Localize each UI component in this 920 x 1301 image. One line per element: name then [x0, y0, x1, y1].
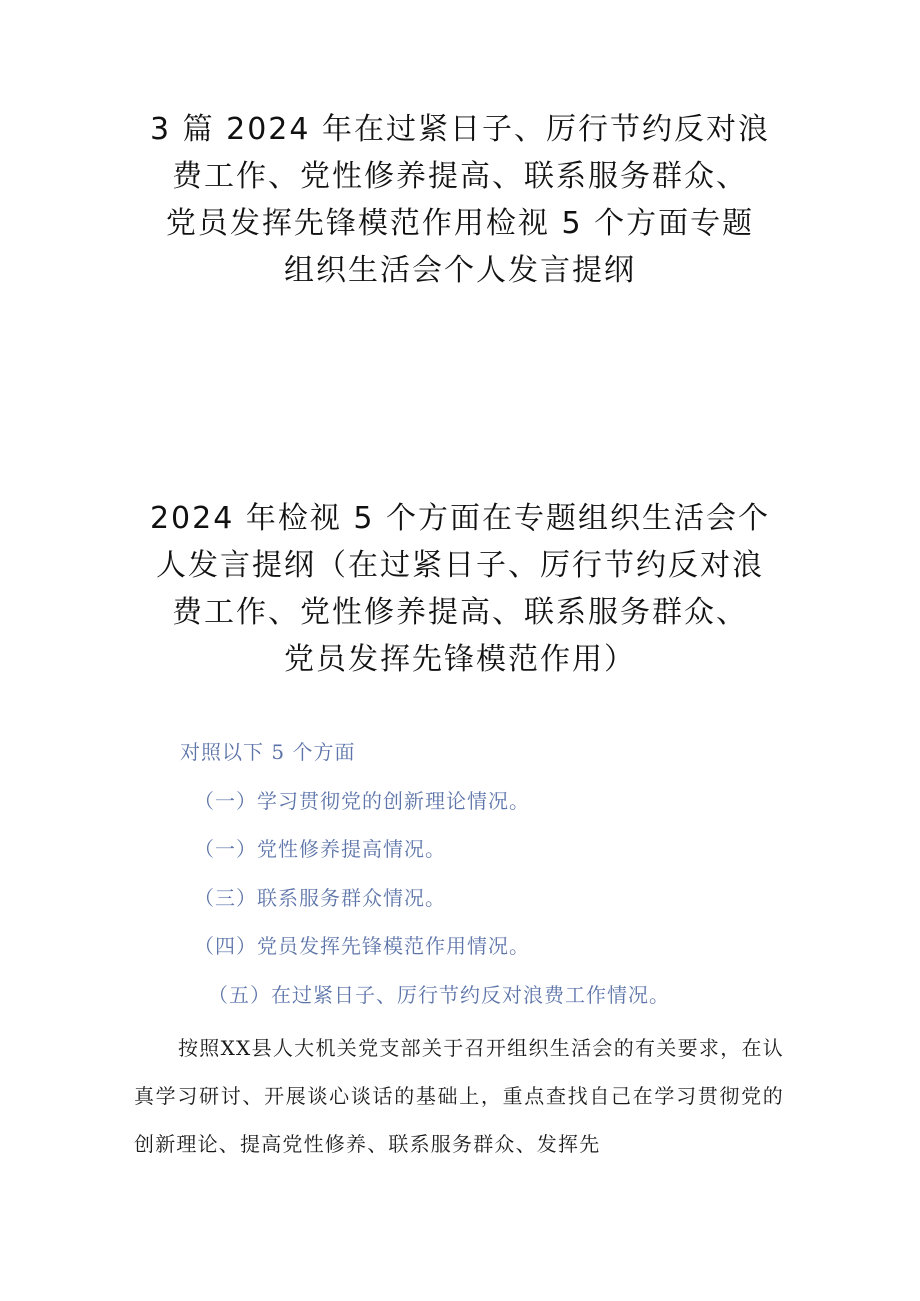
section-title-line: 2024 年检视 5 个方面在专题组织生活会个 — [149, 501, 771, 536]
body-paragraph: 按照XX县人大机关党支部关于召开组织生活会的有关要求，在认真学习研讨、开展谈心谈话的基础上，重点查找自己在学习贯彻党的创新理论、提高党性修养、联系服务群众、发挥先 — [134, 1036, 784, 1156]
aspect-item: （一）党性修养提高情况。 — [194, 837, 446, 861]
title-line: 3 篇 2024 年在过紧日子、厉行节约反对浪 — [149, 112, 771, 147]
section-title — [120, 495, 800, 683]
aspects-intro: 对照以下 5 个方面 — [180, 740, 356, 764]
title-line: 党员发挥先锋模范作用检视 5 个方面专题 — [165, 206, 755, 241]
document-title — [120, 106, 800, 294]
section-title-line: 费工作、党性修养提高、联系服务群众、 — [172, 595, 748, 630]
section-title-line: 人发言提纲（在过紧日子、厉行节约反对浪 — [156, 548, 764, 583]
title-line: 组织生活会个人发言提纲 — [284, 253, 636, 288]
aspect-item: （三）联系服务群众情况。 — [194, 886, 446, 910]
aspect-item: （五）在过紧日子、厉行节约反对浪费工作情况。 — [208, 983, 670, 1007]
aspect-item: （四）党员发挥先锋模范作用情况。 — [194, 934, 530, 958]
section-title-line: 党员发挥先锋模范作用） — [284, 642, 636, 677]
title-line: 费工作、党性修养提高、联系服务群众、 — [172, 159, 748, 194]
aspect-item: （一）学习贯彻党的创新理论情况。 — [194, 789, 530, 813]
